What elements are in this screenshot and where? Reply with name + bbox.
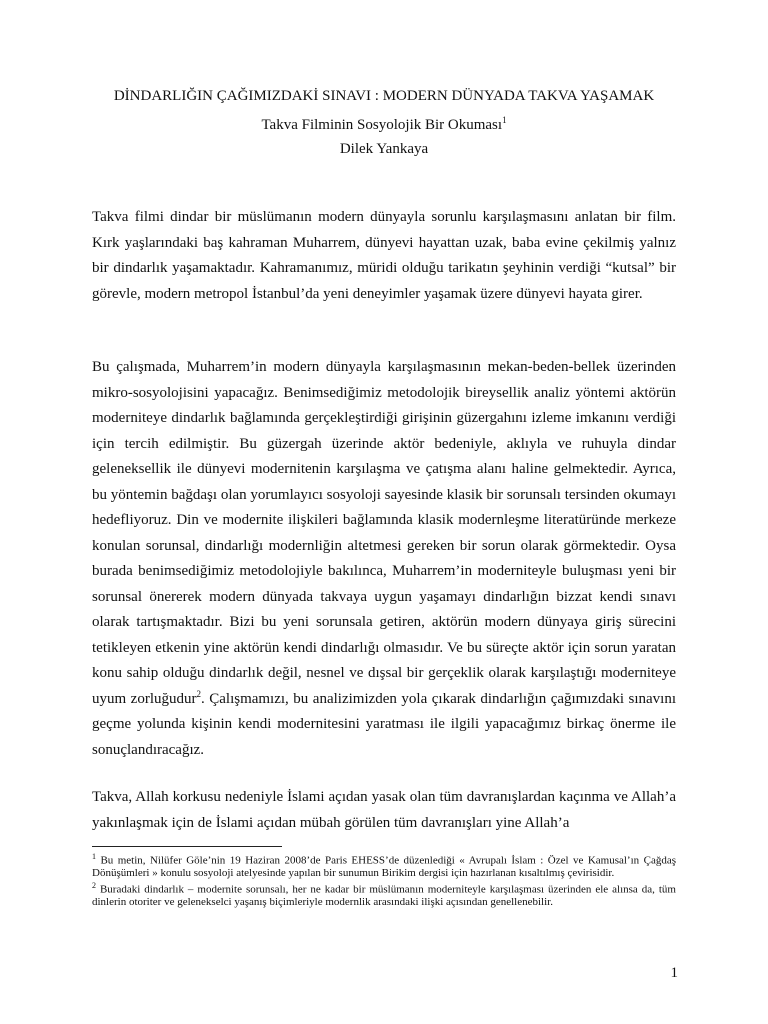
footnote-divider xyxy=(92,846,282,847)
document-subtitle xyxy=(0,108,768,137)
footnote-ref-1[interactable]: 1 xyxy=(502,115,507,125)
paragraph-3: Takva, Allah korkusu nedeniyle İslami açıdan yasak olan tüm davranışlardan kaçınma ve Allah’a yakınlaşmak için de İslami açıdan mübah görülen tüm davranışları yine Allah’a xyxy=(92,789,676,831)
subtitle-text: Takva Filminin Sosyolojik Bir Okuması xyxy=(261,117,503,133)
paragraph-2 xyxy=(92,355,676,763)
footnote-text: Bu metin, Nilüfer Göle’nin 19 Haziran 2008’de Paris EHESS’de düzenlediği « Avrupalı İslam : Özel ve Kamusal’ın Çağdaş Dönüşümleri » konulu sosyoloji atelyesinde yapılan bir sunumun Birikim dergisi için hazırlanan kısaltılmış çevirisidir. xyxy=(92,854,676,880)
footnote-1 xyxy=(92,851,676,880)
paragraph-1: Takva filmi dindar bir müslümanın modern dünyayla sorunlu karşılaşmasını anlatan bir film. Kırk yaşlarındaki baş kahraman Muharrem, dünyevi hayattan uzak, baba evine çekilmiş yalnız bir dindarlık yaşamaktadır. Kahramanımız, müridi olduğu tarikatın şeyhinin verdiği “kutsal” bir görevle, modern metropol İstanbul’da yeni deneyimler yaşamak üzere dünyevi hayata girer. xyxy=(92,209,676,302)
page-number: 1 xyxy=(670,965,678,981)
author-name: Dilek Yankaya xyxy=(339,141,429,157)
paragraph-2-text-b: . Çalışmamızı, bu analizimizden yola çıkarak dindarlığın çağımızdaki sınavını geçme yolunda kişinin kendi modernitesini yaratması ile ilgili yapacağımız birkaç önerme ile sonuçlandıracağız. xyxy=(92,690,676,758)
title-block xyxy=(0,84,768,161)
footnote-text: Buradaki dindarlık – modernite sorunsalı, her ne kadar bir müslümanın moderniteyle karşılaşması üzerinden ele alınsa da, tüm dinlerin otoriter ve gelenekselci yaşanış biçimleriyle modernlik arasındaki ilişki açısından genellenebilir. xyxy=(92,883,676,909)
footnote-number: 2 xyxy=(92,880,96,890)
paragraph-2-text-a: Bu çalışmada, Muharrem’in modern dünyayla karşılaşmasının mekan-beden-bellek üzerinden mikro-sosyolojisini yapacağız. Benimsediğimiz metodolojik bireysellik analiz yöntemi aktörün moderniteye dindarlık bağlamında gerçekleştirdiği girişinin güzergahını izleme imkanını verdiği için tercih edilmiştir. Bu güzergah üzerinde aktör bedeniyle, aklıyla ve ruhuyla dindar geleneksellik ile dünyevi modernitenin karşılaşma ve çatışma alanı haline gelmektedir. Ayrıca, bu yöntemin bağdaşı olan yorumlayıcı sosyoloji sayesinde klasik bir sorunsalı tersinden okumayı hedefliyoruz. Din ve modernite ilişkileri bağlamında klasik modernleşme literatüründe merkeze konulan sorunsal, dindarlığı modernliğin altetmesi gereken bir sorun olarak görmektedir. Oysa burada benimsediğimiz metodolojiyle bakılınca, Muharrem’in moderniteyle buluşması yeni bir sorunsal önererek modern dünyada takvaya uygun yaşamayı dindarlığın bizzat kendi sınavı olarak tartışmaktadır. Bizi bu yeni sorunsala getiren, aktörün modern dünyaya giriş sürecini tetikleyen etkenin yine aktörün kendi dindarlığı olmasıdır. Ve bu süreçte aktör için sorun yaratan konu sahip olduğu dindarlık değil, nesnel ve dışsal bir gerçeklik olarak karşılaştığı moderniteye uyum zorluğudur xyxy=(92,359,676,707)
footnote-ref-2[interactable]: 2 xyxy=(196,688,201,699)
footnote-number: 1 xyxy=(92,852,96,861)
footnote-2 xyxy=(92,880,676,909)
document-title: DİNDARLIĞIN ÇAĞIMIZDAKİ SINAVI : MODERN DÜNYADA TAKVA YAŞAMAK xyxy=(113,88,655,104)
footnotes xyxy=(92,851,676,909)
